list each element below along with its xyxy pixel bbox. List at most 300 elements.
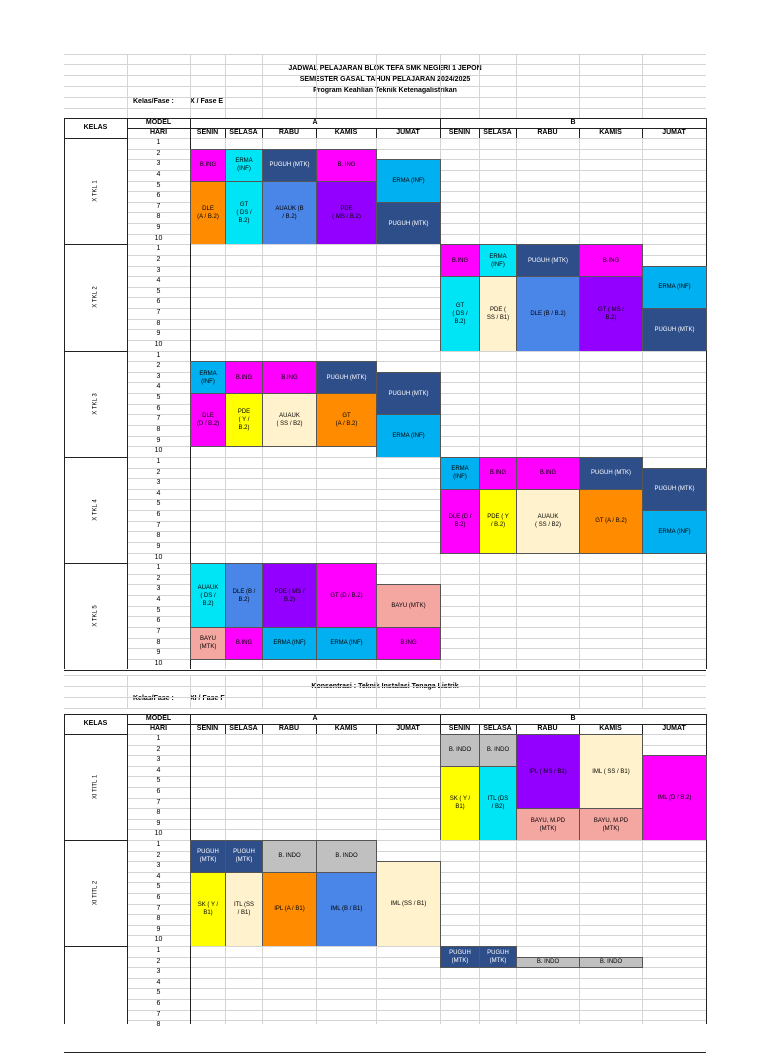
grid-line — [440, 54, 441, 118]
col-line — [706, 563, 707, 669]
schedule-block[interactable]: B.ING — [516, 457, 580, 490]
hour-number: 1 — [156, 564, 161, 572]
col-line — [127, 351, 128, 457]
grid-line — [579, 54, 580, 118]
hour-number: 3 — [156, 266, 161, 274]
schedule-block[interactable]: ITL (SS / B1) — [225, 872, 263, 947]
hour-number: 1 — [156, 735, 161, 742]
grid-line — [479, 675, 480, 708]
schedule-block[interactable]: PDE ( Y / B.2) — [225, 393, 263, 447]
header-border — [579, 724, 580, 734]
header-border — [127, 724, 706, 725]
schedule-block[interactable]: PUGUH (MTK) — [316, 361, 377, 394]
schedule-block[interactable]: BAYU, M.PD (MTK) — [516, 808, 580, 841]
col-line — [64, 138, 65, 244]
schedule-block[interactable]: AUAUK ( SS / B2) — [516, 489, 580, 554]
grid-line — [516, 675, 517, 708]
hour-number: 7 — [156, 309, 161, 317]
hour-number: 7 — [156, 798, 161, 806]
grid-line — [316, 54, 317, 118]
day-header: SENIN — [196, 725, 219, 732]
day-header: SELASA — [483, 129, 512, 136]
col-line — [64, 840, 65, 946]
hour-number: 10 — [154, 340, 163, 348]
grid-line — [642, 675, 643, 708]
schedule-block[interactable]: DLE (D / B.2) — [190, 393, 226, 447]
col-line — [64, 351, 65, 457]
grid-line — [127, 675, 128, 708]
header-border — [516, 128, 517, 138]
hour-number: 9 — [156, 542, 161, 550]
hour-number: 3 — [156, 585, 161, 593]
header-border — [127, 128, 706, 129]
hour-number: 1 — [156, 947, 161, 954]
kelas-fase-label: Kelas/Fase : — [133, 98, 174, 105]
schedule-block[interactable]: ERMA (INF) — [479, 244, 517, 277]
hari-header: HARI — [149, 725, 168, 732]
row-line — [127, 999, 706, 1000]
col-line — [64, 457, 65, 563]
semester-title: SEMESTER GASAL TAHUN PELAJARAN 2024/2025 — [299, 76, 471, 83]
day-header: KAMIS — [599, 129, 622, 136]
day-header: SENIN — [448, 725, 471, 732]
schedule-block[interactable]: IPL (A / B1) — [262, 872, 317, 947]
col-line — [190, 457, 191, 563]
day-header: SENIN — [196, 129, 219, 136]
schedule-block[interactable]: AUAUK (B / B.2) — [262, 181, 317, 246]
schedule-block[interactable]: B. ING — [316, 149, 377, 182]
model-b-header: B — [570, 119, 576, 126]
row-line — [127, 138, 706, 139]
class-name: X TKL 4 — [92, 499, 99, 521]
grid-line — [64, 75, 706, 76]
col-line — [479, 138, 480, 244]
day-header: RABU — [537, 725, 558, 732]
col-line — [516, 351, 517, 457]
col-line — [190, 244, 191, 350]
day-header: SELASA — [229, 725, 258, 732]
header-border — [440, 724, 441, 734]
schedule-block[interactable]: ERMA (INF) — [190, 361, 226, 394]
hour-number: 7 — [156, 627, 161, 635]
header-border — [64, 118, 65, 138]
schedule-block[interactable]: ERMA (INF) — [262, 627, 317, 660]
kelas-fase-value-2: XI / Fase F — [190, 695, 225, 702]
grid-line — [225, 54, 226, 118]
col-line — [64, 563, 65, 669]
day-header: RABU — [537, 129, 558, 136]
schedule-block[interactable]: ERMA (INF) — [642, 510, 707, 554]
hour-number: 2 — [156, 149, 161, 157]
hour-number: 7 — [156, 1010, 161, 1018]
col-line — [262, 244, 263, 350]
hour-number: 5 — [156, 181, 161, 189]
hour-number: 6 — [156, 1000, 161, 1007]
header-border — [262, 128, 263, 138]
model-a-header: A — [312, 119, 318, 126]
header-border — [516, 724, 517, 734]
col-line — [127, 840, 128, 946]
header-border — [225, 128, 226, 138]
header-border — [376, 128, 377, 138]
schedule-block[interactable]: GT (D / B.2) — [316, 563, 377, 628]
col-line — [225, 734, 226, 840]
hour-number: 3 — [156, 479, 161, 487]
hour-number: 5 — [156, 500, 161, 508]
hour-number: 8 — [156, 319, 161, 327]
grid-line — [64, 97, 706, 98]
day-header: KAMIS — [599, 725, 622, 732]
header-border — [225, 724, 226, 734]
col-line — [316, 946, 317, 1024]
schedule-block[interactable]: AUAUK ( DS / B.2) — [190, 563, 226, 628]
grid-line — [376, 675, 377, 708]
schedule-block[interactable]: GT (A / B.2) — [579, 489, 643, 554]
col-line — [516, 563, 517, 669]
hour-number: 4 — [156, 872, 161, 880]
col-line — [127, 946, 128, 1024]
col-line — [516, 840, 517, 946]
schedule-block[interactable]: GT ( DS / B.2) — [225, 181, 263, 246]
program-title: Program Keahlian Teknik Ketenagalistrikan — [313, 87, 457, 94]
col-line — [642, 840, 643, 946]
hour-number: 8 — [156, 809, 161, 817]
header-border — [642, 128, 643, 138]
hour-number: 4 — [156, 383, 161, 391]
schedule-block[interactable]: AUAUK ( SS / B2) — [262, 393, 317, 447]
schedule-block[interactable]: B.ING — [225, 627, 263, 660]
col-line — [316, 244, 317, 350]
schedule-block[interactable]: PDE ( Y / B.2) — [479, 489, 517, 554]
hour-number: 2 — [156, 574, 161, 582]
col-line — [225, 946, 226, 1024]
hour-number: 4 — [156, 766, 161, 774]
schedule-block[interactable]: B. INDO — [516, 957, 580, 969]
hour-number: 10 — [154, 659, 163, 667]
col-line — [64, 946, 65, 1024]
schedule-block[interactable]: ERMA (INF) — [225, 149, 263, 182]
grid-line — [64, 64, 706, 65]
hour-number: 4 — [156, 978, 161, 986]
hour-number: 1 — [156, 139, 161, 146]
schedule-block[interactable]: PUGUH (MTK) — [262, 149, 317, 182]
schedule-block[interactable]: IPL ( MS / B1) — [516, 734, 580, 809]
col-line — [642, 138, 643, 244]
header-border — [316, 128, 317, 138]
col-line — [376, 244, 377, 350]
schedule-block[interactable]: PUGUH (MTK) — [642, 468, 707, 512]
col-line — [642, 351, 643, 457]
col-line — [262, 457, 263, 563]
grid-line — [64, 708, 706, 709]
grid-line — [262, 675, 263, 708]
col-line — [190, 946, 191, 1024]
schedule-block[interactable]: PDE ( MS / B.2) — [262, 563, 317, 628]
schedule-block[interactable]: ERMA (INF) — [316, 627, 377, 660]
schedule-block[interactable]: ITL (DS / B2) — [479, 766, 517, 841]
hour-number: 5 — [156, 287, 161, 295]
schedule-block[interactable]: PUGUH (MTK) — [516, 244, 580, 277]
hour-number: 6 — [156, 894, 161, 901]
col-line — [479, 563, 480, 669]
schedule-block[interactable]: B. INDO — [316, 840, 377, 873]
hour-number: 6 — [156, 788, 161, 795]
row-line — [127, 988, 706, 989]
schedule-block[interactable]: DLE (D / B.2) — [440, 489, 480, 554]
konsentrasi-title: Konsentrasi : Teknik Instalasi Tenaga Listrik — [311, 683, 459, 690]
hour-number: 5 — [156, 777, 161, 785]
hour-number: 2 — [156, 957, 161, 965]
hour-number: 4 — [156, 170, 161, 178]
hour-number: 5 — [156, 989, 161, 997]
schedule-block[interactable]: IML (B / B1) — [316, 872, 377, 947]
grid-line — [440, 675, 441, 708]
schedule-block[interactable]: B.ING — [479, 457, 517, 490]
col-line — [127, 138, 128, 244]
grid-line — [190, 54, 191, 118]
grid-line — [376, 54, 377, 118]
hour-number: 5 — [156, 883, 161, 891]
col-line — [64, 734, 65, 840]
hour-number: 10 — [154, 830, 163, 838]
grid-line — [64, 686, 706, 687]
grid-line — [64, 54, 706, 55]
header-border — [64, 714, 65, 734]
schedule-block[interactable]: PUGUH (MTK) — [190, 840, 226, 873]
col-line — [706, 138, 707, 244]
schedule-block[interactable]: PUGUH (MTK) — [225, 840, 263, 873]
schedule-block[interactable]: ERMA (INF) — [440, 457, 480, 490]
col-line — [262, 946, 263, 1024]
hour-number: 2 — [156, 255, 161, 263]
header-border — [64, 714, 706, 715]
hour-number: 10 — [154, 234, 163, 242]
col-line — [376, 946, 377, 1024]
schedule-block[interactable]: GT (A / B.2) — [316, 393, 377, 447]
hour-number: 3 — [156, 372, 161, 380]
hour-number: 3 — [156, 968, 161, 976]
hour-number: 6 — [156, 298, 161, 306]
col-line — [64, 244, 65, 350]
schedule-block[interactable]: B.ING — [376, 627, 441, 660]
header-border — [190, 724, 191, 734]
schedule-block[interactable]: PUGUH (MTK) — [479, 946, 517, 968]
header-border — [376, 724, 377, 734]
schedule-block[interactable]: SK ( Y / B1) — [440, 766, 480, 841]
grid-line — [64, 675, 706, 676]
hour-number: 1 — [156, 351, 161, 359]
row-line — [127, 351, 706, 352]
grid-line — [190, 675, 191, 708]
schedule-block[interactable]: BAYU (MTK) — [190, 627, 226, 660]
col-line — [316, 734, 317, 840]
hour-number: 5 — [156, 394, 161, 402]
hour-number: 10 — [154, 936, 163, 944]
header-border — [579, 128, 580, 138]
schedule-block[interactable]: GT ( MS / B.2) — [579, 276, 643, 351]
schedule-block[interactable]: IML (SS / B1) — [376, 861, 441, 947]
grid-line — [225, 675, 226, 708]
col-line — [579, 351, 580, 457]
schedule-block[interactable]: IML ( SS / B1) — [579, 734, 643, 809]
grid-line — [479, 54, 480, 118]
schedule-block[interactable]: PDE ( SS / B1) — [479, 276, 517, 351]
hour-number: 2 — [156, 468, 161, 476]
header-border — [440, 128, 441, 138]
hour-number: 6 — [156, 617, 161, 625]
col-line — [479, 840, 480, 946]
header-border — [479, 724, 480, 734]
day-header: KAMIS — [334, 725, 358, 732]
class-name: XI TITL 2 — [92, 880, 99, 906]
schedule-block[interactable]: B. INDO — [262, 840, 317, 873]
day-header: SELASA — [483, 725, 512, 732]
class-name: XI TITL 1 — [92, 774, 99, 800]
col-line — [262, 734, 263, 840]
hour-number: 1 — [156, 245, 161, 253]
hour-number: 7 — [156, 415, 161, 423]
hour-number: 9 — [156, 330, 161, 338]
schedule-block[interactable]: PUGUH (MTK) — [376, 202, 441, 246]
schedule-block[interactable]: B.ING — [262, 361, 317, 394]
schedule-block[interactable]: B. INDO — [579, 957, 643, 969]
hour-number: 2 — [156, 851, 161, 859]
col-line — [376, 457, 377, 563]
hour-number: 1 — [156, 457, 161, 465]
day-header: RABU — [278, 129, 300, 136]
day-header: JUMAT — [662, 129, 686, 136]
header-border — [642, 724, 643, 734]
grid-line — [579, 675, 580, 708]
schedule-block[interactable]: SK ( Y / B1) — [190, 872, 226, 947]
col-line — [127, 457, 128, 563]
grid-line — [127, 54, 128, 118]
col-line — [316, 457, 317, 563]
col-line — [579, 138, 580, 244]
grid-line — [262, 54, 263, 118]
day-header: JUMAT — [396, 725, 420, 732]
hour-number: 8 — [156, 638, 161, 646]
day-header: JUMAT — [396, 129, 420, 136]
schedule-block[interactable]: ERMA (INF) — [376, 159, 441, 203]
model-header: MODEL — [145, 119, 172, 126]
hour-number: 10 — [154, 553, 163, 561]
hour-number: 7 — [156, 904, 161, 912]
hour-number: 9 — [156, 925, 161, 933]
hour-number: 3 — [156, 160, 161, 168]
day-header: SENIN — [448, 129, 471, 136]
hour-number: 3 — [156, 756, 161, 764]
header-border — [706, 128, 707, 138]
schedule-block[interactable]: PUGUH (MTK) — [440, 946, 480, 968]
schedule-block[interactable]: PUGUH (MTK) — [579, 457, 643, 490]
header-border — [316, 724, 317, 734]
hour-number: 7 — [156, 202, 161, 210]
hour-number: 2 — [156, 745, 161, 753]
hari-header: HARI — [149, 129, 168, 136]
schedule-block[interactable]: B. INDO — [479, 734, 517, 767]
col-line — [579, 840, 580, 946]
schedule-block[interactable]: BAYU, M.PD (MTK) — [579, 808, 643, 841]
col-line — [225, 244, 226, 350]
schedule-title: JADWAL PELAJARAN BLOK TEFA SMK NEGERI 1 JEPON — [288, 65, 482, 72]
row-line — [127, 946, 706, 947]
hour-number: 9 — [156, 436, 161, 444]
class-name: X TKL 5 — [92, 605, 99, 628]
schedule-block[interactable]: B. INDO — [440, 734, 480, 767]
model-b-header: B — [570, 715, 576, 722]
grid-line — [64, 86, 706, 87]
col-line — [706, 351, 707, 457]
schedule-block[interactable]: ERMA (INF) — [376, 414, 441, 458]
schedule-block[interactable]: B.ING — [225, 361, 263, 394]
hour-number: 7 — [156, 521, 161, 529]
hour-number: 4 — [156, 489, 161, 497]
header-border — [127, 714, 128, 734]
col-line — [706, 946, 707, 1024]
col-line — [190, 734, 191, 840]
row-line — [127, 1010, 706, 1011]
grid-line — [64, 108, 706, 109]
schedule-block[interactable]: DLE (B / B.2) — [225, 563, 263, 628]
class-separator — [64, 670, 706, 671]
hour-number: 6 — [156, 192, 161, 200]
schedule-block[interactable]: IML (D / B.2) — [642, 755, 707, 841]
schedule-block[interactable]: DLE (B / B.2) — [516, 276, 580, 351]
schedule-block[interactable]: BAYU (MTK) — [376, 584, 441, 628]
schedule-block[interactable]: B.ING — [190, 149, 226, 182]
schedule-block[interactable]: PDE ( MS / B.2) — [316, 181, 377, 246]
hour-number: 9 — [156, 819, 161, 827]
hour-number: 4 — [156, 596, 161, 604]
schedule-block[interactable]: PUGUH (MTK) — [376, 372, 441, 416]
header-border — [127, 118, 128, 138]
header-border — [479, 128, 480, 138]
schedule-block[interactable]: ERMA (INF) — [642, 266, 707, 310]
schedule-block[interactable]: DLE (A / B.2) — [190, 181, 226, 246]
kelas-fase-label-2: Kelas/Fase : — [133, 695, 174, 702]
model-header: MODEL — [145, 715, 172, 722]
hour-number: 8 — [156, 1021, 161, 1029]
schedule-block[interactable]: GT ( DS / B.2) — [440, 276, 480, 351]
schedule-block[interactable]: B.ING — [440, 244, 480, 277]
kelas-fase-value: X / Fase E — [190, 98, 224, 105]
schedule-block[interactable]: B.ING — [579, 244, 643, 277]
hour-number: 4 — [156, 277, 161, 285]
hour-number: 9 — [156, 224, 161, 232]
hour-number: 8 — [156, 532, 161, 540]
col-line — [127, 734, 128, 840]
grid-line — [516, 54, 517, 118]
hour-number: 3 — [156, 862, 161, 870]
col-line — [127, 244, 128, 350]
schedule-block[interactable]: PUGUH (MTK) — [642, 308, 707, 352]
hour-number: 8 — [156, 426, 161, 433]
hour-number: 1 — [156, 841, 161, 848]
grid-line — [316, 675, 317, 708]
model-a-header: A — [312, 715, 318, 722]
day-header: SELASA — [229, 129, 258, 136]
col-line — [706, 840, 707, 946]
col-line — [127, 563, 128, 669]
class-name: X TKL 1 — [92, 180, 99, 202]
header-border — [262, 724, 263, 734]
class-name: X TKL 2 — [92, 286, 99, 309]
hour-number: 6 — [156, 511, 161, 519]
col-line — [642, 563, 643, 669]
col-line — [579, 563, 580, 669]
grid-line — [64, 697, 706, 698]
